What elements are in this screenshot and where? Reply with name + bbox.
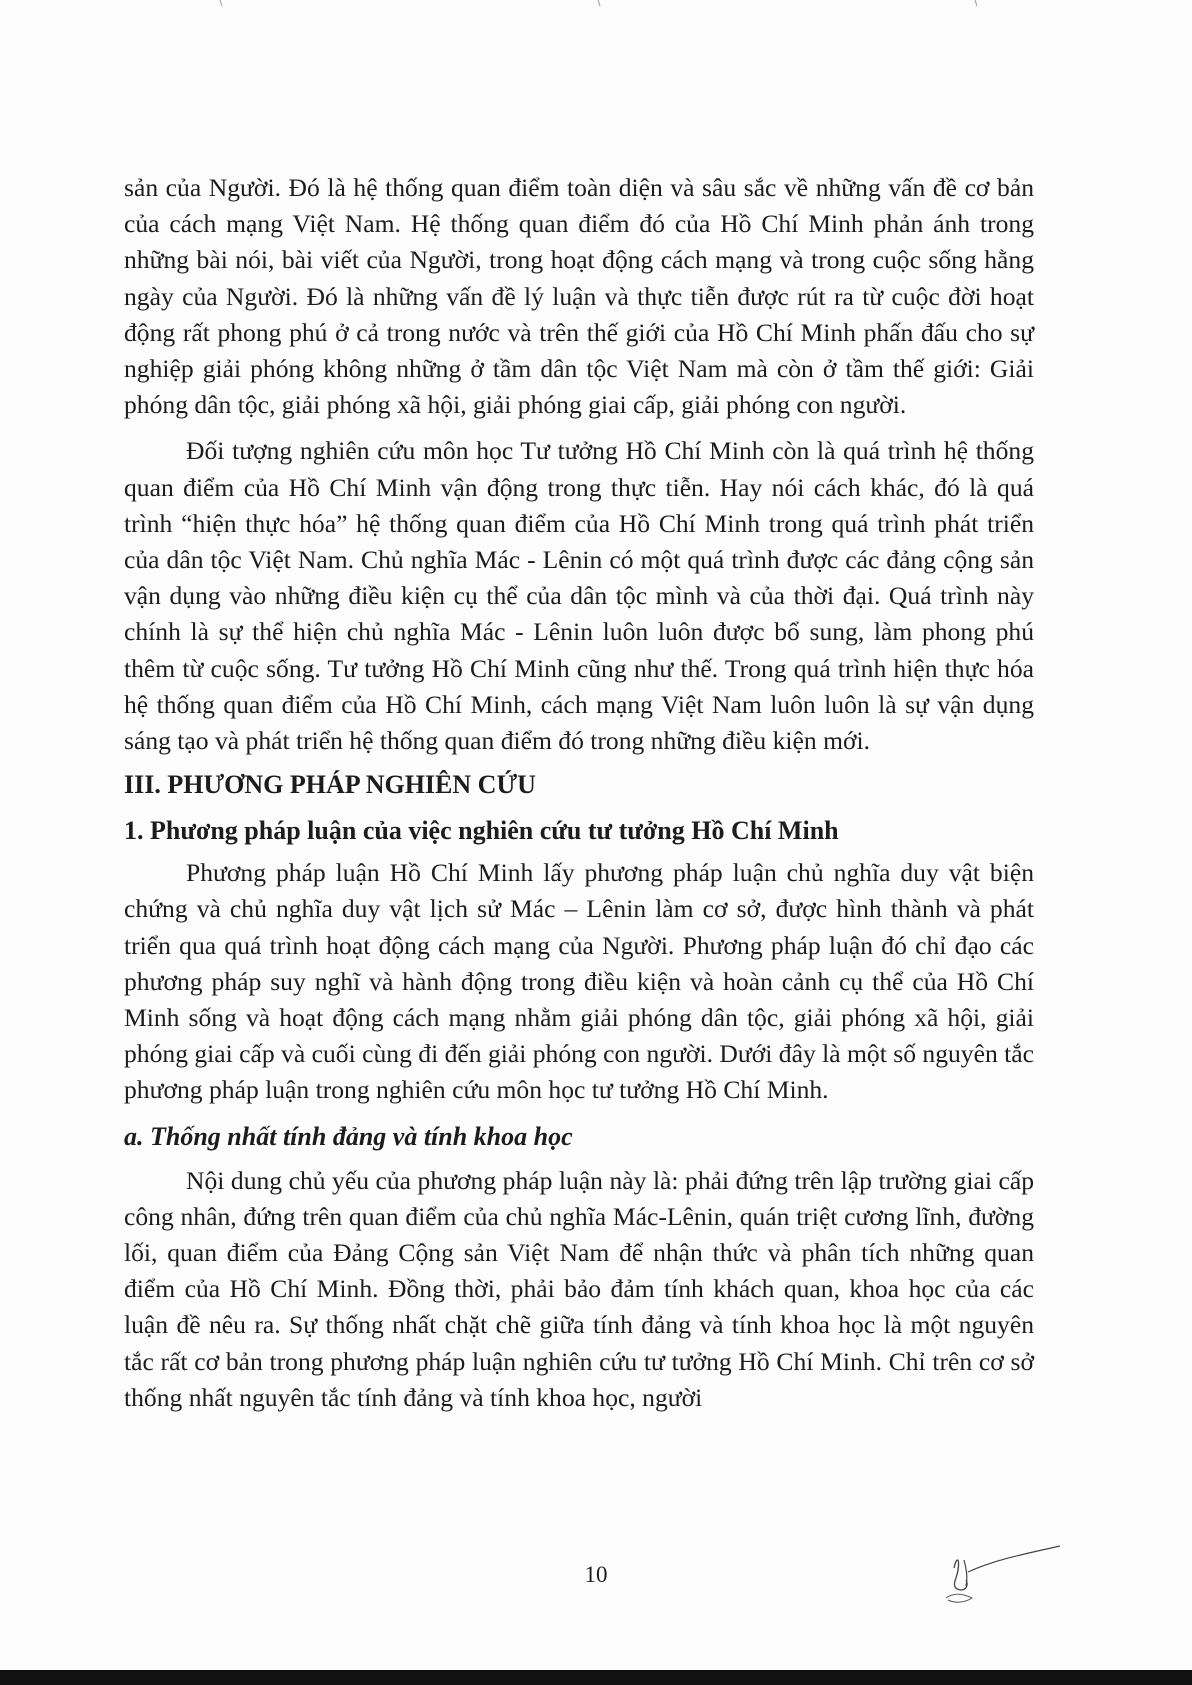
paragraph-methodology: Phương pháp luận Hồ Chí Minh lấy phương pháp luận chủ nghĩa duy vật biện chứng và chủ nghĩa duy vật lịch sử Mác – Lênin làm cơ sở, được hình thành và phát triển qua quá trình hoạt động cách mạng của Người. Phương pháp luận đó chỉ đạo các phương pháp suy nghĩ và hành động trong điều kiện và hoàn cảnh cụ thể của Hồ Chí Minh sống và hoạt động cách mạng nhằm giải phóng dân tộc, giải phóng xã hội, giải phóng giai cấp và cuối cùng đi đến giải phóng con người. Dưới đây là một số nguyên tắc phương pháp luận trong nghiên cứu môn học tư tưởng Hồ Chí Minh. [124,858,1034,1105]
section-heading: III. PHƯƠNG PHÁP NGHIÊN CỨU [124,770,536,800]
handwritten-signature [944,1538,1064,1608]
paragraph-research-object: Đối tượng nghiên cứu môn học Tư tưởng Hồ Chí Minh còn là quá trình hệ thống quan điểm của Hồ Chí Minh vận động trong thực tiễn. Hay nói cách khác, đó là quá trình “hiện thực hóa” hệ thống quan điểm của Hồ Chí Minh trong quá trình phát triển của dân tộc Việt Nam. Chủ nghĩa Mác - Lênin có một quá trình được các đảng cộng sản vận dụng vào những điều kiện cụ thể của dân tộc mình và của thời đại. Quá trình này chính là sự thể hiện chủ nghĩa Mác - Lênin luôn luôn được bổ sung, làm phong phú thêm từ cuộc sống. Tư tưởng Hồ Chí Minh cũng như thế. Trong quá trình hiện thực hóa hệ thống quan điểm của Hồ Chí Minh, cách mạng Việt Nam luôn luôn là sự vận dụng sáng tạo và phát triển hệ thống quan điểm đó trong những điều kiện mới. [124,436,1034,756]
paragraph-party-science: Nội dung chủ yếu của phương pháp luận này là: phải đứng trên lập trường giai cấp công nhân, đứng trên quan điểm của chủ nghĩa Mác-Lênin, quán triệt cương lĩnh, đường lối, quan điểm của Đảng Cộng sản Việt Nam để nhận thức và phân tích những quan điểm của Hồ Chí Minh. Đồng thời, phải bảo đảm tính khách quan, khoa học của các luận đề nêu ra. Sự thống nhất chặt chẽ giữa tính đảng và tính khoa học là một nguyên tắc rất cơ bản trong phương pháp luận nghiên cứu tư tưởng Hồ Chí Minh. Chỉ trên cơ sở thống nhất nguyên tắc tính đảng và tính khoa học, người [124,1165,1034,1412]
item-heading: a. Thống nhất tính đảng và tính khoa học [124,1121,573,1151]
document-body [124,170,1034,1416]
scan-bottom-edge [0,1670,1192,1685]
scan-top-marks [0,0,1192,8]
paragraph-continuation: sản của Người. Đó là hệ thống quan điểm toàn diện và sâu sắc về những vấn đề cơ bản của cách mạng Việt Nam. Hệ thống quan điểm đó của Hồ Chí Minh phản ánh trong những bài nói, bài viết của Người, trong hoạt động cách mạng và trong cuộc sống hằng ngày của Người. Đó là những vấn đề lý luận và thực tiễn được rút ra từ cuộc đời hoạt động rất phong phú ở cả trong nước và trên thế giới của Hồ Chí Minh phấn đấu cho sự nghiệp giải phóng không những ở tầm dân tộc Việt Nam mà còn ở tầm thế giới: Giải phóng dân tộc, giải phóng xã hội, giải phóng giai cấp, giải phóng con người. [124,173,1034,420]
subsection-heading: 1. Phương pháp luận của việc nghiên cứu tư tưởng Hồ Chí Minh [124,816,839,846]
page-number: 10 [584,1562,608,1587]
